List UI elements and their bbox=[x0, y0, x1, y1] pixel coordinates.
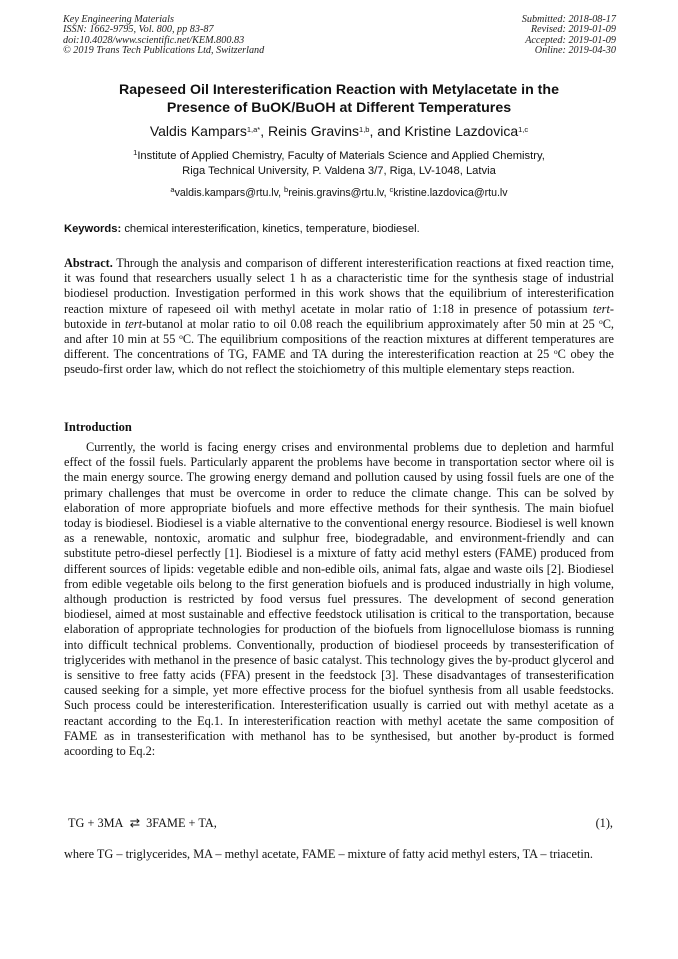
submitted-date: Submitted: 2018-08-17 bbox=[521, 14, 616, 25]
abstract-text: -butanol at molar ratio to oil 0.08 reach the equilibrium approximately after 50 min at 25 bbox=[142, 316, 599, 331]
email-link[interactable]: valdis.kampars@rtu.lv bbox=[174, 187, 279, 199]
title-line-1: Rapeseed Oil Interesterification Reaction with Metylacetate in the bbox=[119, 82, 559, 98]
email-sup: b bbox=[284, 185, 289, 194]
keywords-text: chemical interesterification, kinetics, temperature, biodiesel. bbox=[124, 223, 420, 235]
journal-header-right bbox=[522, 15, 616, 57]
author-separator: , and bbox=[369, 123, 405, 139]
equation-rhs: 3FAME + TA, bbox=[146, 816, 217, 830]
online-date: Online: 2019-04-30 bbox=[534, 45, 616, 57]
revised-date: Revised: 2019-01-09 bbox=[530, 24, 616, 36]
author-list bbox=[64, 122, 614, 140]
equation-body bbox=[68, 816, 217, 831]
author-name: Reinis Gravins bbox=[268, 123, 360, 139]
equilibrium-arrow-icon: ⇄ bbox=[129, 816, 140, 830]
abstract-text: -butoxide in bbox=[64, 301, 614, 331]
paper-title bbox=[64, 82, 614, 117]
author-sup: 1,c bbox=[518, 125, 529, 134]
affiliation-line-1 bbox=[64, 149, 614, 164]
equation-lhs: TG + 3MA bbox=[68, 816, 124, 830]
affiliation-text: Institute of Applied Chemistry, Faculty of Materials Science and Applied Chemistry, bbox=[137, 150, 545, 162]
email-link[interactable]: reinis.gravins@rtu.lv bbox=[288, 187, 384, 199]
author-sup: 1,a* bbox=[246, 125, 261, 134]
section-heading-introduction: Introduction bbox=[64, 420, 132, 434]
author-separator: , bbox=[260, 123, 268, 139]
email-sup: c bbox=[389, 185, 394, 194]
journal-header-left bbox=[63, 15, 264, 57]
abstract-label: Abstract. bbox=[64, 256, 113, 270]
email-link[interactable]: kristine.lazdovica@rtu.lv bbox=[393, 187, 508, 199]
copyright-line: © 2019 Trans Tech Publications Ltd, Switzerland bbox=[63, 45, 265, 57]
abstract-italic: tert bbox=[592, 301, 610, 316]
degree-sup: o bbox=[598, 316, 603, 326]
keywords-label: Keywords: bbox=[64, 223, 122, 235]
affiliation-sup: 1 bbox=[133, 148, 138, 157]
email-sup: a bbox=[170, 185, 175, 194]
degree-sup: o bbox=[553, 347, 558, 357]
doi-line[interactable]: doi:10.4028/www.scientific.net/KEM.800.83 bbox=[63, 34, 245, 46]
affiliation-line-2: Riga Technical University, P. Valdena 3/7, Riga, LV-1048, Latvia bbox=[182, 164, 496, 177]
equation-number: (1), bbox=[595, 816, 613, 830]
abstract-italic: tert bbox=[124, 316, 143, 331]
author-name: Kristine Lazdovica bbox=[404, 123, 519, 139]
abstract-text: C. The equilibrium compositions of the reaction mixtures at different temperatures are different. The concentrations of TG, FAME and TA during the interesterification reaction at 25 bbox=[64, 332, 614, 362]
accepted-date: Accepted: 2019-01-09 bbox=[525, 34, 616, 46]
introduction-paragraph: Currently, the world is facing energy crises and environmental problems due to depletion and harmful effect of the fossil fuels. Particularly apparent the problems have become in transportation sector where oil is the main energy source. The growing energy demand and pollution caused by using fossil fuels are one of the primary challenges that must be overcome in order to reduce the climate change. This can be solved by elaboration of more appropriate biofuels and more effective methods for their synthesis. The main biofuel today is biodiesel. Biodiesel is a viable alternative to the conventional energy resource. Biodiesel is well known as a renewable, nontoxic, aromatic and sulphur free, biodegradable, and environment-friendly and can substitute petro-diesel perfectly [1]. Biodiesel is a mixture of fatty acid methyl esters (FAME) produced from different sources of lipids: vegetable edible and non-edible oils, animal fats, algae and waste oils [2]. Biodiesel from edible vegetable oils belong to the first generation biofuels and is produced industrially in high volume, although production is restricted by food versus fuel pressures. The development of second generation biodiesel, aimed at most sustainable and effective feedstock utilisation is critical to the transportation, because elaboration of appropriate technologies for production of the biofuels from lignocellulose biomass is running into difficult technical problems. Conventionally, production of biodiesel proceeds by transesterification of triglycerides with methanol in the presence of basic catalyst. This technology gives the by-product glycerol and is sensitive to free fatty acids (FFA) present in the feedstock [3]. These disadvantages of transesterification caused seeking for a simple, yet more effective process for the biofuel synthesis from all usable feedstocks. Such process could be interesterification. Interesterification usually is carried out with methyl acetate as a reactant according to the Eq.1. In interesterification reaction with methyl acetate the same composition of FAME as in transesterification with methanol has to be synthesised, but another by-product is formed acoording to Eq.2: bbox=[64, 440, 614, 759]
where-paragraph: where TG – triglycerides, MA – methyl acetate, FAME – mixture of fatty acid methyl esters, TA – triacetin. bbox=[64, 847, 594, 861]
abstract-text: C obey the pseudo-first order law, which do not reflect the stoichiometry of this multiple elementary steps reaction. bbox=[64, 347, 614, 377]
issn-line: ISSN: 1662-9795, Vol. 800, pp 83-87 bbox=[63, 24, 214, 36]
title-line-2: Presence of BuOK/BuOH at Different Temperatures bbox=[166, 99, 512, 116]
degree-sup: o bbox=[179, 332, 183, 342]
affiliation bbox=[64, 149, 614, 178]
abstract bbox=[64, 256, 614, 378]
author-sup: 1,b bbox=[359, 125, 370, 134]
email-list: $^a$valdis.kampars@rtu.lv, $^b$reinis.gravins@rtu.lv, $^c$kristine.lazdovica@rtu.lv bbox=[170, 185, 508, 199]
abstract-text: C, and after 10 min at 55 bbox=[64, 316, 614, 347]
author-name: Valdis Kampars bbox=[149, 123, 247, 139]
journal-name: Key Engineering Materials bbox=[63, 14, 174, 25]
abstract-text: Through the analysis and comparison of different interesterification reactions at fixed reaction time, it was found that researchers usually select 1 h as a characteristic time for the synthesis stage of industrial biodiesel production. Investigation performed in this work shows that the equilibrium of interesterification reaction mixture of rapeseed oil with methyl acetate in molar ratio of 1:18 in presence of potassium bbox=[64, 256, 614, 316]
keywords bbox=[64, 222, 614, 236]
